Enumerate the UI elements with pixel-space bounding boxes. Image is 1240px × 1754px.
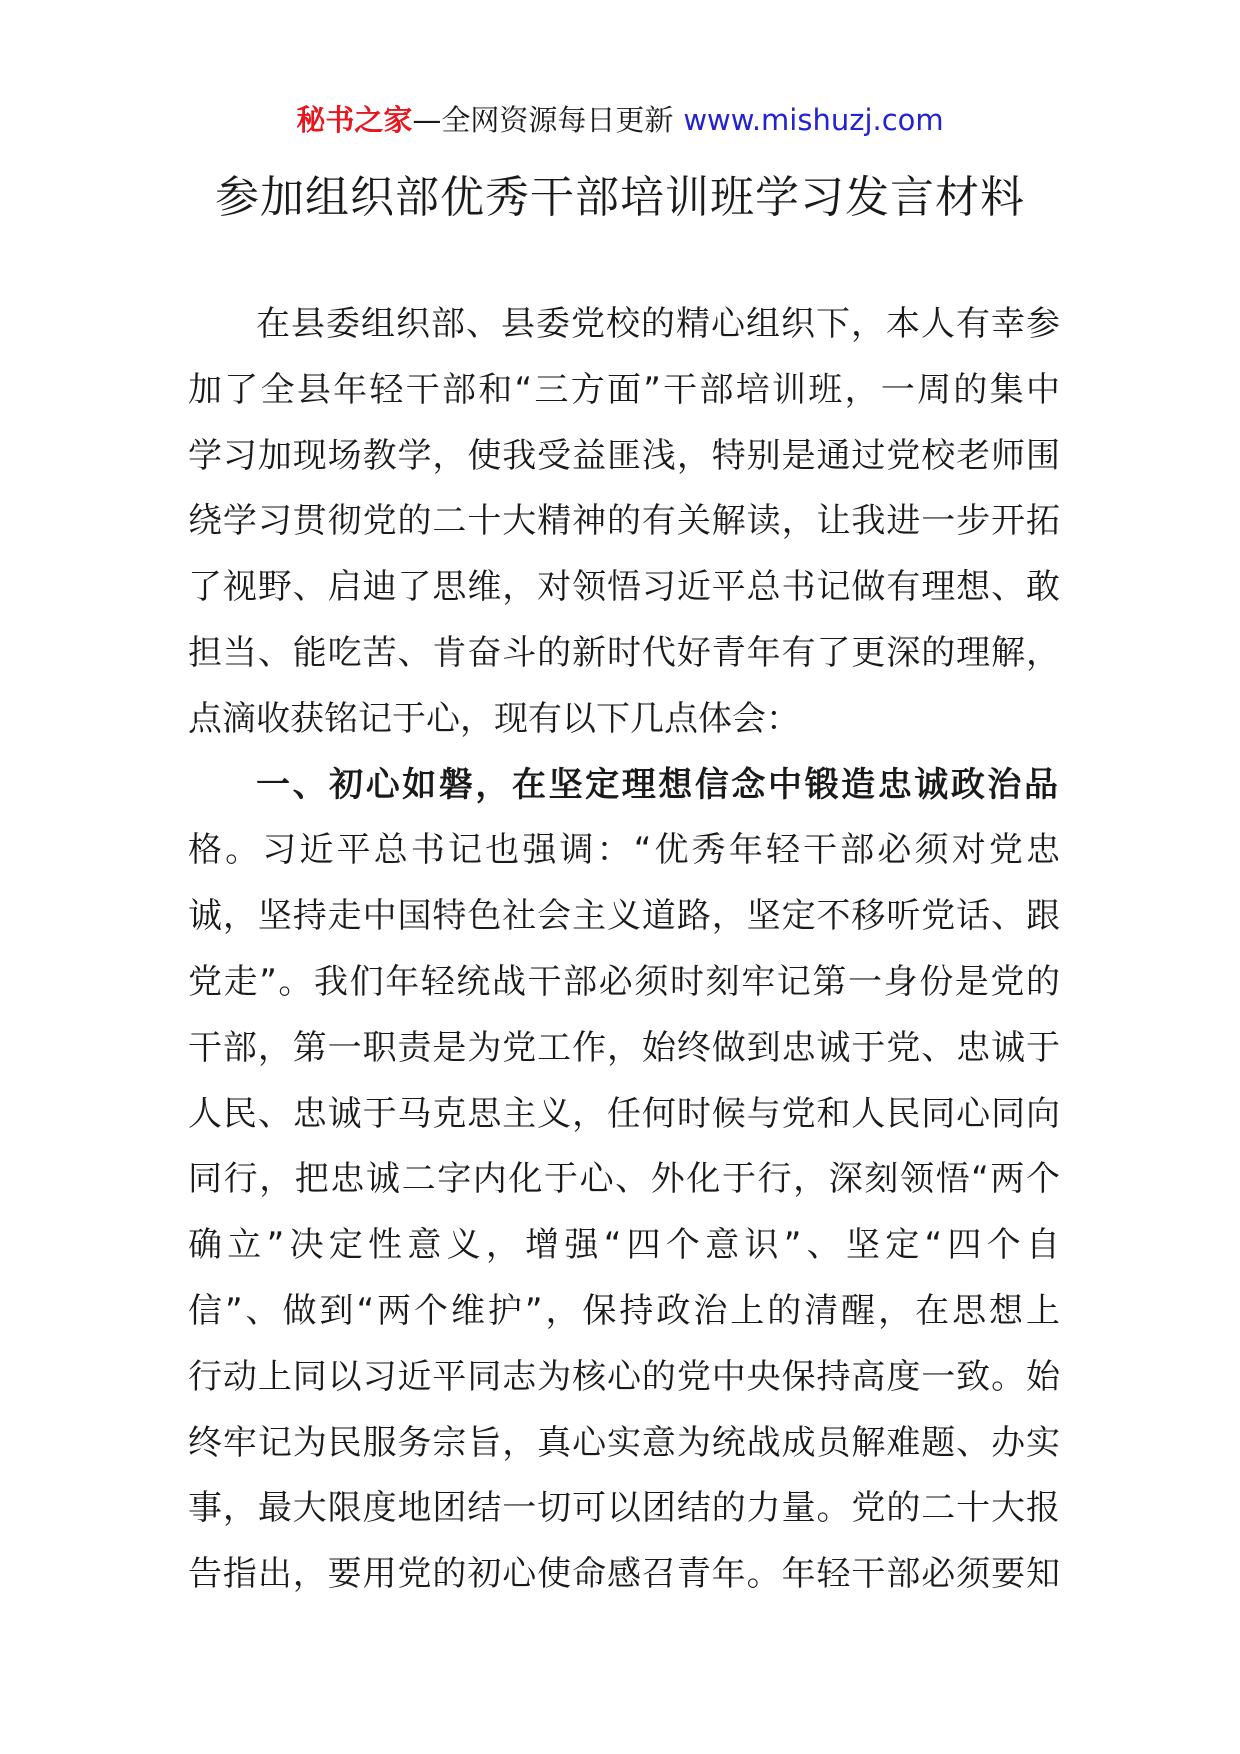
document-body — [188, 292, 1060, 1608]
text-line: 了视野、启迪了思维，对领悟习近平总书记做有理想、敢 — [188, 567, 1060, 608]
text-line: 信”、做到“两个维护”，保持政治上的清醒，在思想上 — [188, 1290, 1060, 1331]
text-line: 同行，把忠诚二字内化于心、外化于行，深刻领悟“两个 — [188, 1159, 1060, 1200]
text-line: 事，最大限度地团结一切可以团结的力量。党的二十大报 — [188, 1488, 1060, 1529]
section-heading: 一、初心如磐，在坚定理想信念中锻造忠诚政治品 — [256, 764, 1060, 805]
text-line: 人民、忠诚于马克思主义，任何时候与党和人民同心同向 — [188, 1093, 1060, 1134]
text-line: 绕学习贯彻党的二十大精神的有关解读，让我进一步开拓 — [188, 501, 1060, 542]
text-line: 点滴收获铭记于心，现有以下几点体会： — [188, 698, 800, 739]
text-line: 告指出，要用党的初心使命感召青年。年轻干部必须要知 — [188, 1554, 1060, 1595]
document-title: 参加组织部优秀干部培训班学习发言材料 — [215, 172, 1025, 223]
text-line: 行动上同以习近平同志为核心的党中央保持高度一致。始 — [188, 1356, 1060, 1397]
text-line: 终牢记为民服务宗旨，真心实意为统战成员解难题、办实 — [188, 1422, 1060, 1463]
site-url-link[interactable]: www.mishuzj.com — [683, 103, 944, 137]
text-line: 党走”。我们年轻统战干部必须时刻牢记第一身份是党的 — [188, 961, 1060, 1002]
text-line: 担当、能吃苦、肯奋斗的新时代好青年有了更深的理解， — [188, 632, 1060, 673]
text-line: 确立”决定性意义，增强“四个意识”、坚定“四个自 — [188, 1225, 1060, 1266]
text-line: 格。习近平总书记也强调：“优秀年轻干部必须对党忠 — [188, 830, 1060, 871]
text-line: 加了全县年轻干部和“三方面”干部培训班，一周的集中 — [188, 369, 1060, 410]
text-line: 诚，坚持走中国特色社会主义道路，坚定不移听党话、跟 — [188, 896, 1060, 937]
text-line: 在县委组织部、县委党校的精心组织下，本人有幸参 — [256, 304, 1060, 344]
text-line: 学习加现场教学，使我受益匪浅，特别是通过党校老师围 — [188, 435, 1060, 476]
site-header — [0, 100, 1240, 140]
site-name: 秘书之家 — [296, 103, 413, 137]
site-tagline: —全网资源每日更新 — [412, 103, 674, 137]
text-line: 干部，第一职责是为党工作，始终做到忠诚于党、忠诚于 — [188, 1027, 1060, 1068]
